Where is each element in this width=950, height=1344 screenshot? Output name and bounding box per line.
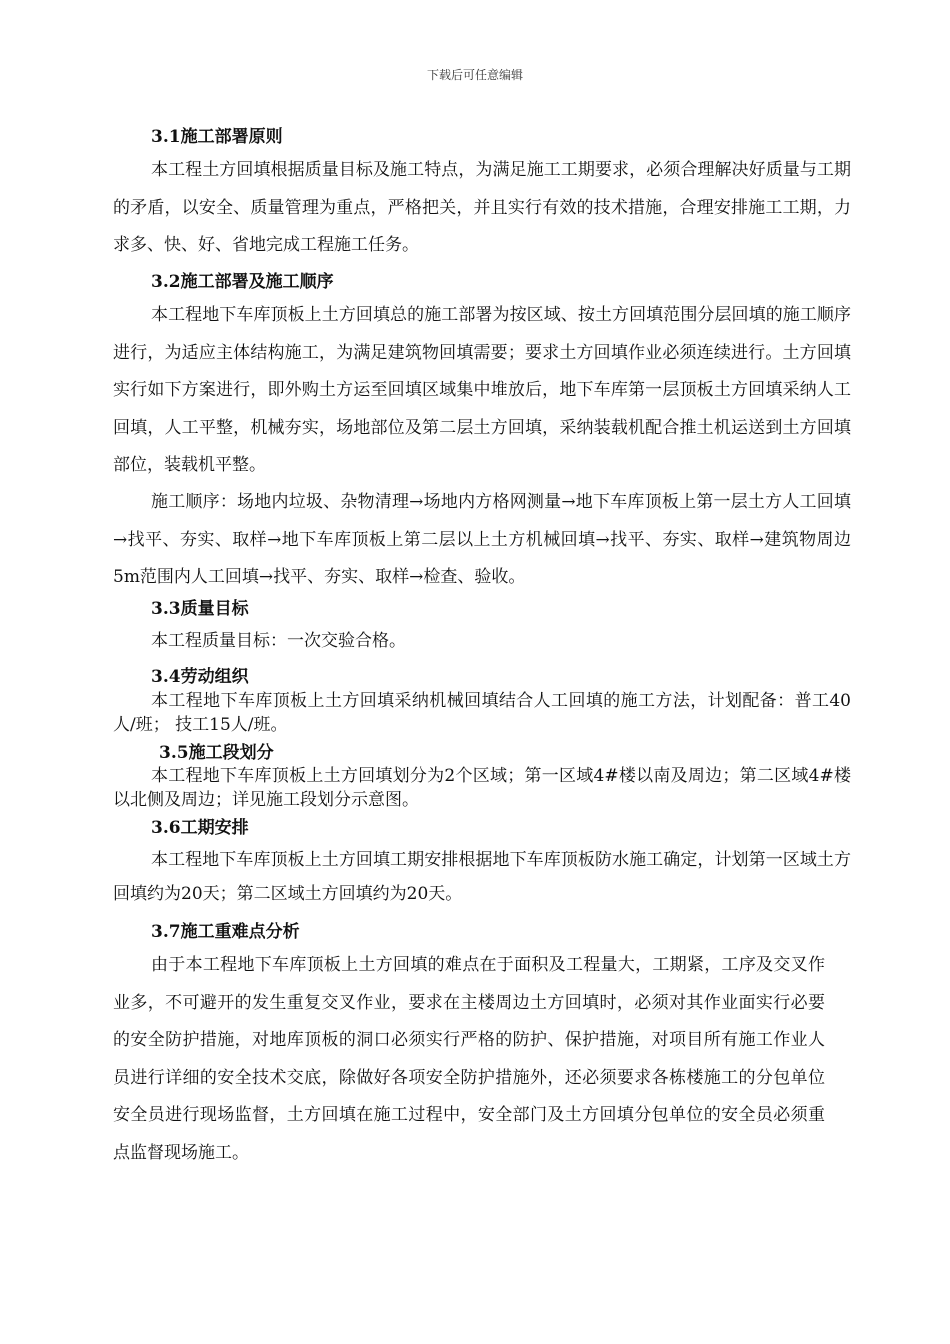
paragraph-3-1: 本工程土方回填根据质量目标及施工特点，为满足施工工期要求，必须合理解决好质量与工期的矛盾，以安全、质量管理为重点，严格把关，并且实行有效的技术措施，合理安排施工工期，力求多、快、好、省地完成工程施工任务。 [113,160,851,255]
heading-3-4: 3.4劳动组织 [151,667,249,687]
paragraph-3-2: 本工程地下车库顶板上土方回填总的施工部署为按区域、按土方回填范围分层回填的施工顺序进行，为适应主体结构施工，为满足建筑物回填需要；要求土方回填作业必须连续进行。土方回填实行如下方案进行，即外购土方运至回填区域集中堆放后，地下车库第一层顶板土方回填采纳人工回填，人工平整，机械夯实，场地部位及第二层土方回填，采纳装载机配合推土机运送到土方回填部位，装载机平整。 [113,305,851,475]
paragraph-3-6: 本工程地下车库顶板上土方回填工期安排根据地下车库顶板防水施工确定，计划第一区域土方回填约为20天；第二区域土方回填约为20天。 [113,850,851,904]
heading-3-7: 3.7施工重难点分析 [151,922,300,942]
header-note: 下载后可任意编辑 [426,68,523,82]
heading-3-2: 3.2施工部署及施工顺序 [151,272,334,292]
heading-3-5: 3.5施工段划分 [159,743,274,763]
paragraph-3-2-sequence: 施工顺序：场地内垃圾、杂物清理→场地内方格网测量→地下车库顶板上第一层土方人工回填→找平、夯实、取样→地下车库顶板上第二层以上土方机械回填→找平、夯实、取样→建筑物周边5m范围内人工回填→找平、夯实、取样→检查、验收。 [113,492,851,587]
heading-3-3: 3.3质量目标 [151,599,249,619]
paragraph-3-3: 本工程质量目标：一次交验合格。 [151,631,406,651]
paragraph-3-5: 本工程地下车库顶板上土方回填划分为2个区域；第一区域4#楼以南及周边；第二区域4#楼以北侧及周边；详见施工段划分示意图。 [113,766,851,810]
heading-3-1: 3.1施工部署原则 [151,127,283,147]
paragraph-3-4: 本工程地下车库顶板上土方回填采纳机械回填结合人工回填的施工方法，计划配备：普工40人/班； 技工15人/班。 [113,691,851,735]
heading-3-6: 3.6工期安排 [151,818,249,838]
paragraph-3-7: 由于本工程地下车库顶板上土方回填的难点在于面积及工程量大，工期紧，工序及交叉作业多，不可避开的发生重复交叉作业，要求在主楼周边土方回填时，必须对其作业面实行必要的安全防护措施，对地库顶板的洞口必须实行严格的防护、保护措施，对项目所有施工作业人员进行详细的安全技术交底，除做好各项安全防护措施外，还必须要求各栋楼施工的分包单位安全员进行现场监督，土方回填在施工过程中，安全部门及土方回填分包单位的安全员必须重点监督现场施工。 [113,955,825,1163]
